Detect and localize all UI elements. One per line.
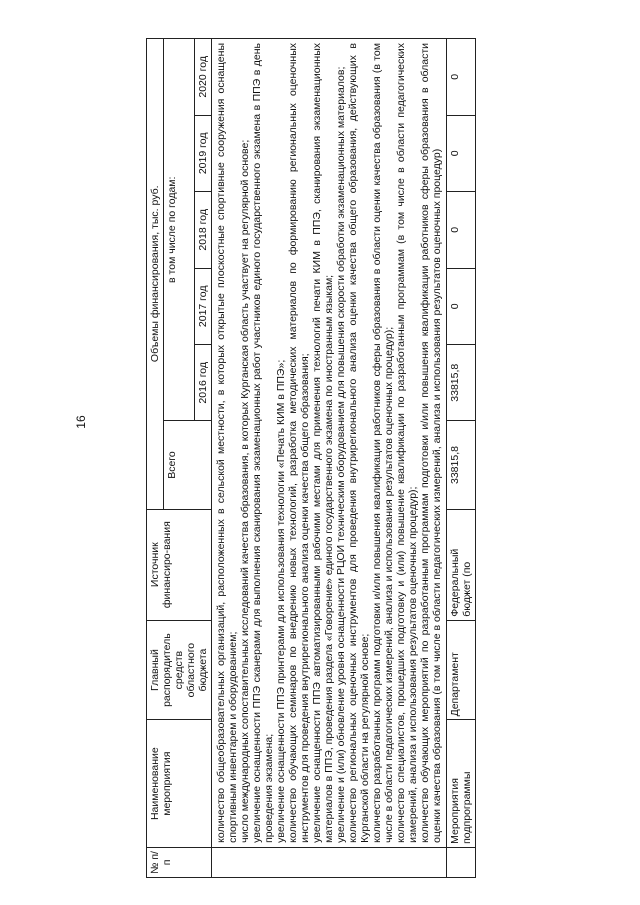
header-by-year: в том числе по годам: — [164, 39, 195, 421]
row-year-value: 0 — [447, 39, 476, 116]
indicator-item: количество обучающих мероприятий по разработанным программам подготовки и/или повышения квалификации работников сферы образования в области оценки качества образования (в том числе в области педагогических измерений, анализа и использования результатов оценочных процедур) — [419, 43, 443, 843]
header-year: 2019 год — [195, 115, 212, 191]
header-year: 2017 год — [195, 268, 212, 344]
indicator-item: увеличение и (или) обновление уровня оснащенности РЦОИ техническим оборудованием для повышения скорости обработки экзаменационных материалов; — [335, 66, 347, 843]
indicators-cell — [212, 39, 447, 848]
row-distributor: Департамент — [447, 620, 476, 720]
indicator-item: количество специалистов, прошедших подготовку и (или) повышение квалификации по разработанным программам (в том числе в области педагогических измерений, анализа и использования результатов оценочных процедур); — [395, 43, 419, 843]
rotated-table-container — [146, 38, 600, 878]
row-name: Мероприятия подпрограммы — [447, 720, 476, 847]
header-year: 2016 год — [195, 345, 212, 421]
header-year: 2020 год — [195, 39, 212, 116]
header-num: № п/п — [147, 847, 212, 877]
funding-table — [146, 38, 476, 878]
table-row — [447, 39, 476, 878]
indicator-item: количество разработанных программ подготовки и/или повышения квалификации работников сферы образования в области оценки качества образования (в том числе в области педагогических измерений, анализа и использования результатов оценочных процедур); — [371, 43, 395, 843]
rotated-table-frame — [146, 38, 600, 878]
row-num — [447, 847, 476, 877]
header-funding: Объемы финансирования, тыс. руб. — [147, 39, 164, 510]
header-source: Источник финансиро-вания — [147, 509, 212, 620]
indicator-item: количество общеобразовательных организаций, расположенных в сельской местности, в которых открытые плоскостные спортивные сооружения оснащены спортивным инвентарем и оборудованием; — [215, 43, 239, 843]
header-distributor: Главный распорядитель средств областного бюджета — [147, 620, 212, 720]
page-number: 16 — [74, 415, 88, 429]
indicator-item: число международных сопоставительных исследований качества образования, в которых Курганская область участвует на регулярной основе; — [239, 139, 251, 843]
indicator-item: увеличение оснащенности ППЭ принтерами для использования технологии «Печать КИМ в ППЭ»; — [275, 359, 287, 843]
row-total: 33815,8 — [447, 421, 476, 509]
row-year-value: 33815,8 — [447, 345, 476, 421]
row-year-value: 0 — [447, 268, 476, 344]
header-year: 2018 год — [195, 192, 212, 268]
header-total: Всего — [164, 421, 212, 509]
header-name: Наименование мероприятия — [147, 720, 212, 847]
row-year-value: 0 — [447, 192, 476, 268]
indicator-item: увеличение оснащенности ППЭ сканерами для выполнения сканирования экзаменационных работ участников единого государственного экзамена в ППЭ в день проведения экзамена; — [251, 43, 275, 843]
indicator-item: количество обучающих семинаров по внедрению новых технологий, разработка методических материалов по формированию региональных оценочных инструментов для проведения внутрирегионального анализа оценки качества общего образования; — [287, 43, 311, 843]
row-year-value: 0 — [447, 115, 476, 191]
indicator-item: количество региональных оценочных инструментов для проведения внутрирегионального анализа оценки качества общего образования, действующих в Курганской области на регулярной основе; — [347, 43, 371, 843]
indicators-row — [212, 39, 447, 878]
row-source: Федеральный бюджет (по — [447, 509, 476, 620]
header-row-1 — [147, 39, 164, 878]
indicator-item: увеличение оснащенности ППЭ автоматизированными рабочими местами для применения технологий печати КИМ в ППЭ, сканирования экзаменационных материалов в ППЭ, проведения раздела «Говорение» единого государственного экзамена по иностранным языкам; — [311, 43, 335, 843]
indicators-num-cell — [212, 847, 447, 877]
